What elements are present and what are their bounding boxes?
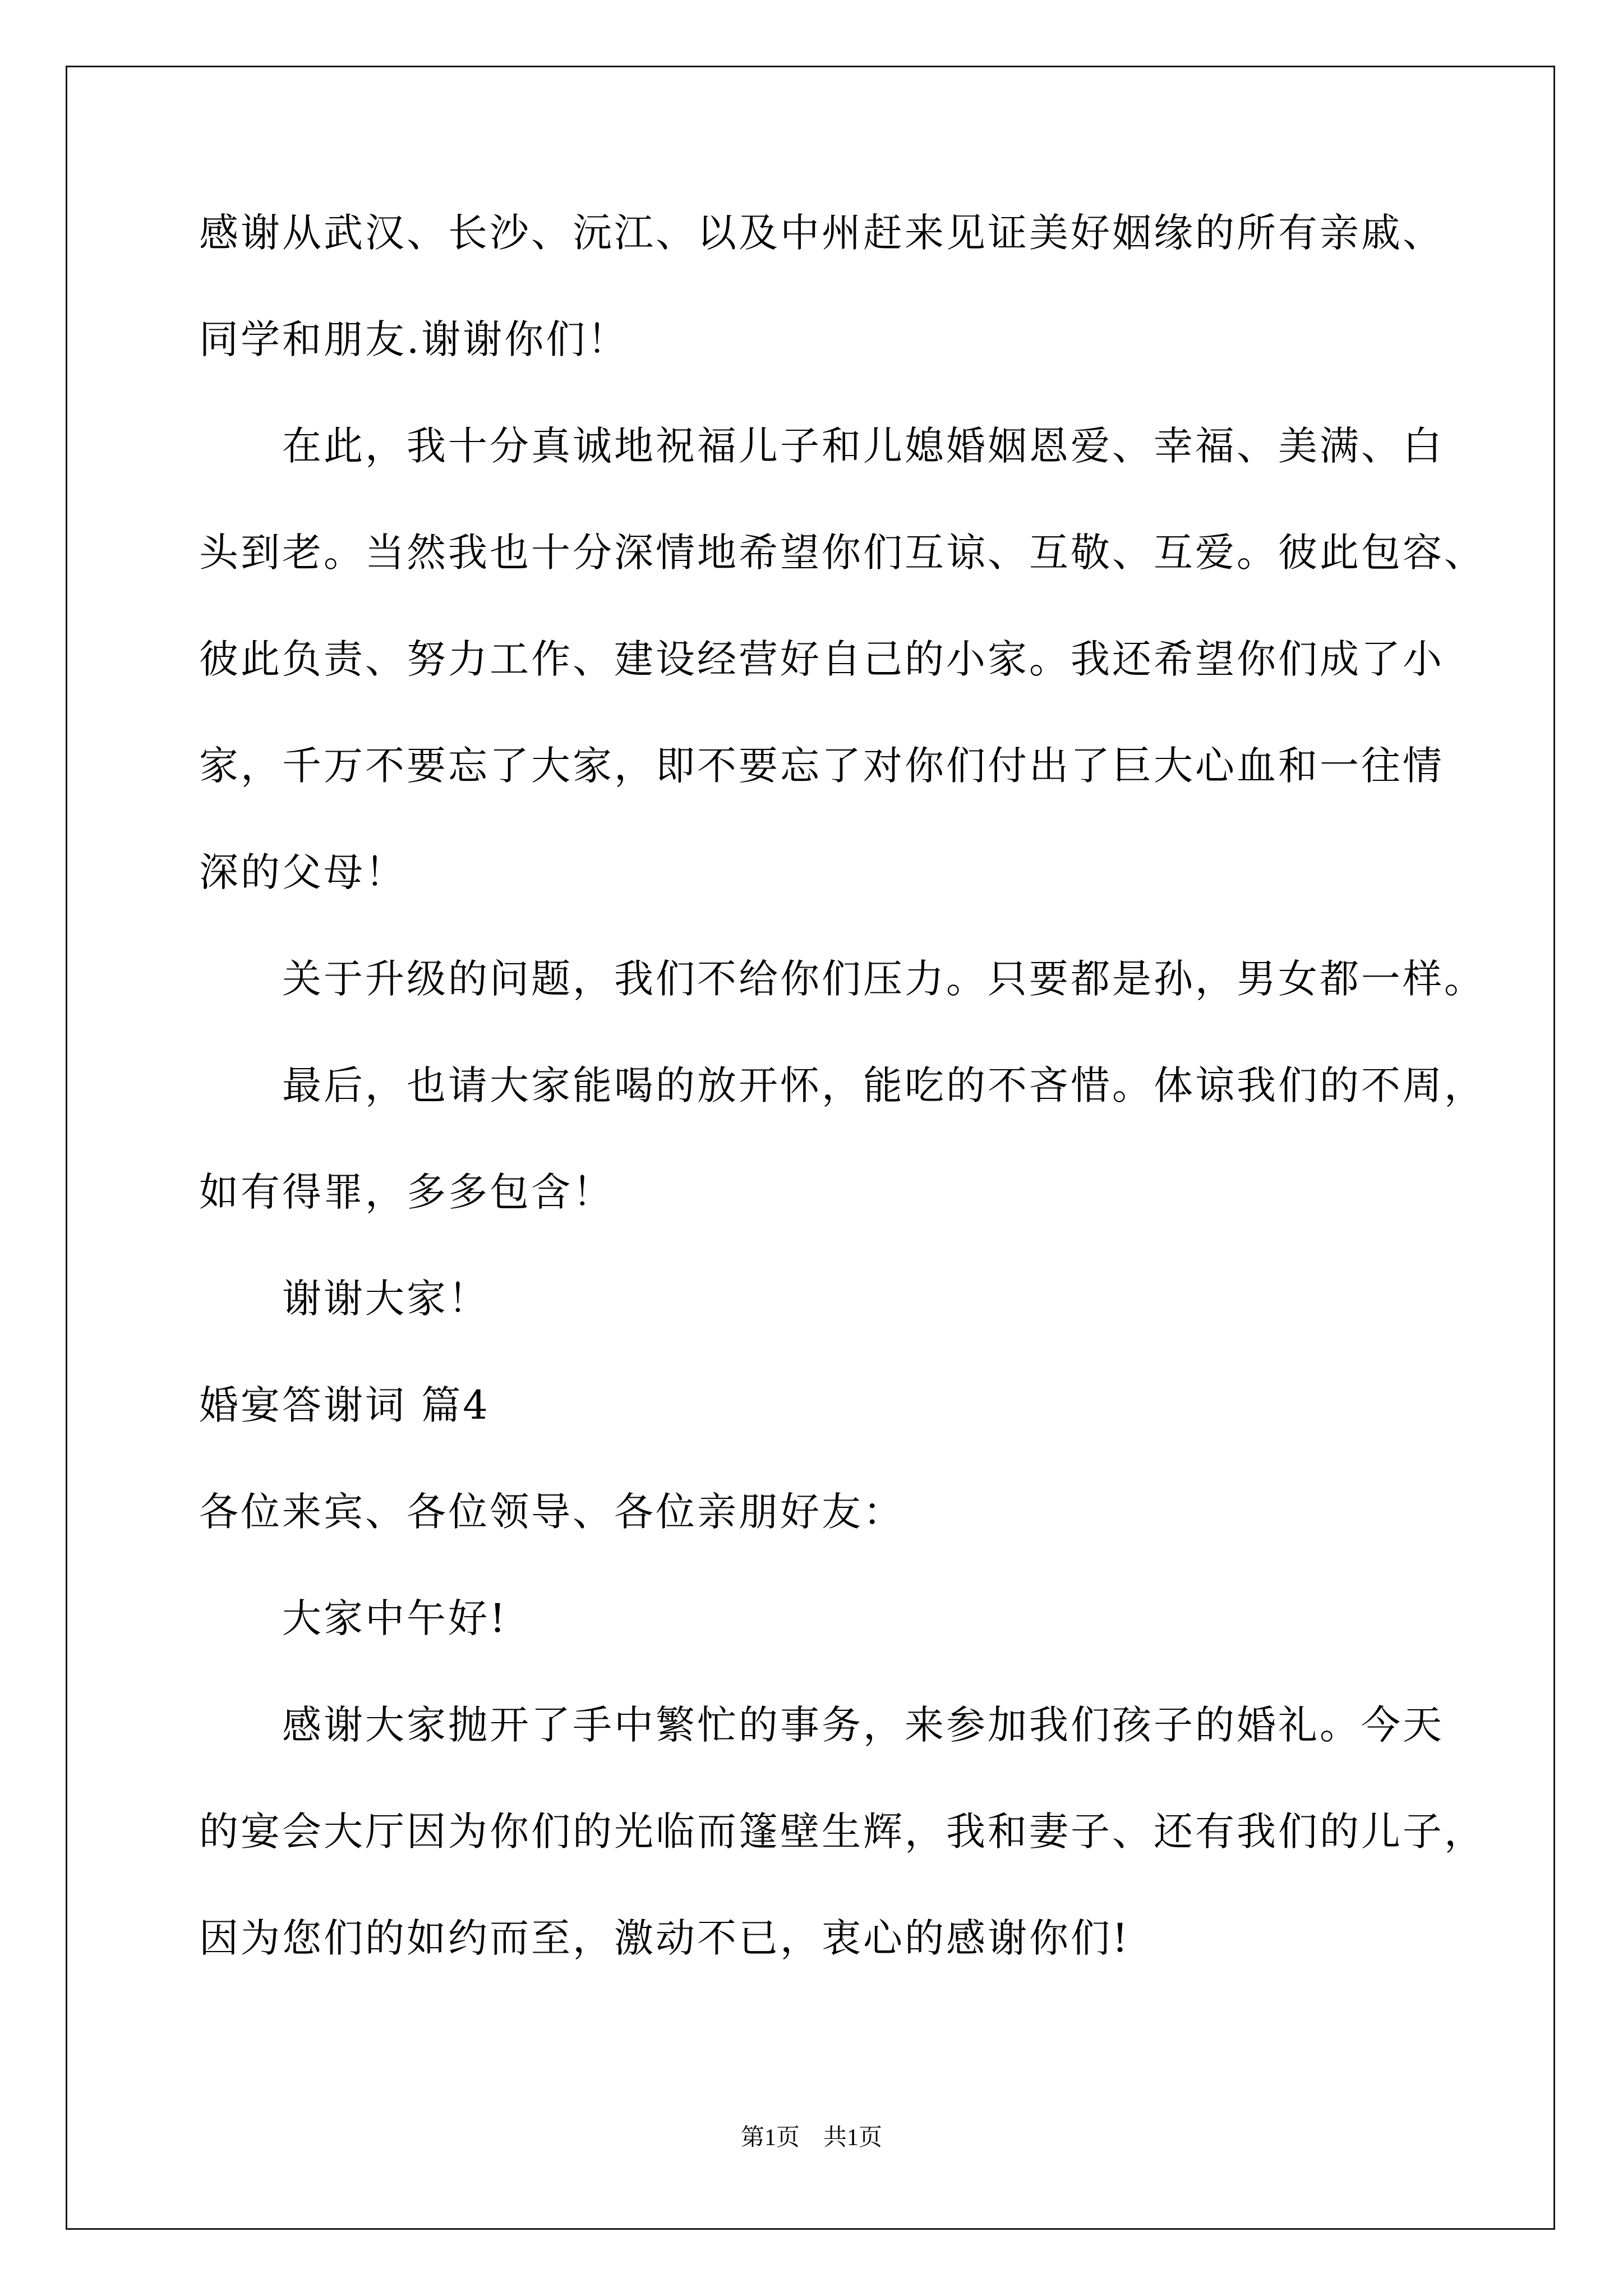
text-line: 感谢从武汉、长沙、沅江、以及中州赶来见证美好姻缘的所有亲戚、 [199,210,1444,256]
section-heading: 婚宴答谢词 篇4 [199,1382,490,1428]
text-line: 家，千万不要忘了大家，即不要忘了对你们付出了巨大心血和一往情 [199,743,1444,789]
paragraph-line: 在此，我十分真诚地祝福儿子和儿媳婚姻恩爱、幸福、美满、白 [282,423,1444,469]
text-line: 头到老。当然我也十分深情地希望你们互谅、互敬、互爱。彼此包容、 [199,530,1486,576]
text-line: 同学和朋友.谢谢你们！ [199,316,629,362]
page-number: 第1页 共1页 [740,2125,882,2151]
paragraph-line: 感谢大家抛开了手中繁忙的事务，来参加我们孩子的婚礼。今天 [282,1702,1444,1748]
text-line: 深的父母！ [199,849,407,895]
paragraph-line: 谢谢大家！ [282,1276,490,1322]
paragraph-line: 大家中午好! [282,1595,508,1641]
salutation: 各位来宾、各位领导、各位亲朋好友： [199,1489,905,1535]
paragraph-line: 关于升级的问题，我们不给你们压力。只要都是孙，男女都一样。 [282,956,1486,1002]
text-line: 彼此负责、努力工作、建设经营好自己的小家。我还希望你们成了小 [199,636,1444,682]
paragraph-line: 最后，也请大家能喝的放开怀，能吃的不吝惜。体谅我们的不周， [282,1062,1486,1108]
text-line: 如有得罪，多多包含！ [199,1169,614,1215]
page-frame [66,66,1555,2230]
text-line: 的宴会大厅因为你们的光临而篷壁生辉，我和妻子、还有我们的儿子， [199,1809,1486,1855]
text-line: 因为您们的如约而至，激动不已，衷心的感谢你们! [199,1915,1131,1961]
